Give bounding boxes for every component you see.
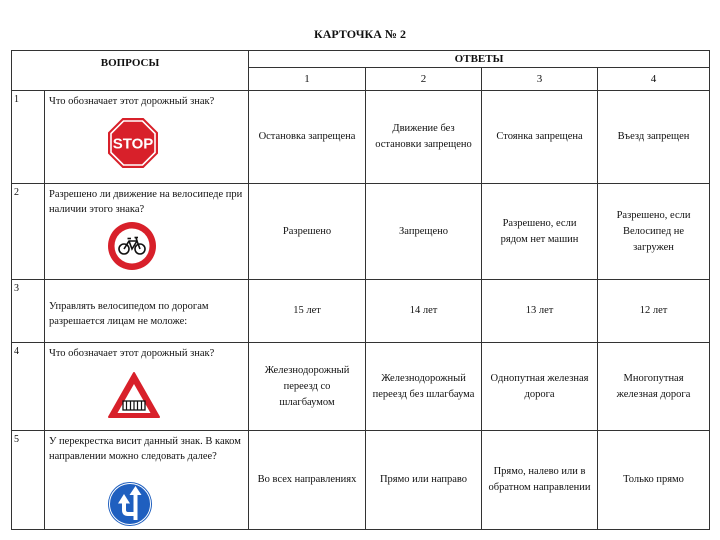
railway-crossing-barrier-sign-icon xyxy=(107,371,161,419)
question-cell xyxy=(45,184,249,280)
answer-option-4: 12 лет xyxy=(598,280,710,343)
straight-or-left-sign-icon xyxy=(107,481,153,527)
answer-option-4: Разрешено, если Велосипед не загружен xyxy=(598,184,710,280)
answer-option-2: Железнодорожный переезд без шлагбаума xyxy=(366,343,482,431)
table-row xyxy=(12,280,710,343)
answer-option-3: Прямо, налево или в обратном направлении xyxy=(482,431,598,530)
answer-option-2: Движение без остановки запрещено xyxy=(366,91,482,184)
stop-sign-icon xyxy=(107,117,159,169)
question-cell xyxy=(45,431,249,530)
answer-option-4: Только прямо xyxy=(598,431,710,530)
row-number: 4 xyxy=(12,343,45,431)
table-row xyxy=(12,91,710,184)
question-text: Разрешено ли движение на велосипеде при наличии этого знака? xyxy=(49,189,243,215)
header-answers: ОТВЕТЫ xyxy=(249,51,710,68)
answer-option-2: Прямо или направо xyxy=(366,431,482,530)
answer-option-4: Многопутная железная дорога xyxy=(598,343,710,431)
question-text: Что обозначает этот дорожный знак? xyxy=(49,348,215,359)
answer-col-2: 2 xyxy=(366,68,482,91)
header-questions: ВОПРОСЫ xyxy=(12,51,249,91)
question-text: Управлять велосипедом по дорогам разрешается лицам не моложе: xyxy=(49,301,209,327)
question-text: У перекрестка висит данный знак. В каком направлении можно следовать далее? xyxy=(49,436,241,462)
table-row xyxy=(12,431,710,530)
question-cell xyxy=(45,91,249,184)
table-row xyxy=(12,343,710,431)
answer-col-3: 3 xyxy=(482,68,598,91)
answer-option-1: 15 лет xyxy=(249,280,366,343)
answer-col-1: 1 xyxy=(249,68,366,91)
answer-option-1: Остановка запрещена xyxy=(249,91,366,184)
answer-option-3: 13 лет xyxy=(482,280,598,343)
header-row xyxy=(12,51,710,68)
stop-sign-text: STOP xyxy=(112,135,154,153)
question-text: Что обозначает этот дорожный знак? xyxy=(49,96,215,107)
question-cell xyxy=(45,343,249,431)
card-title: КАРТОЧКА № 2 xyxy=(314,27,406,41)
row-number: 5 xyxy=(12,431,45,530)
row-number: 1 xyxy=(12,91,45,184)
answer-option-1: Во всех направлениях xyxy=(249,431,366,530)
answer-option-2: Запрещено xyxy=(366,184,482,280)
answer-option-2: 14 лет xyxy=(366,280,482,343)
answer-option-3: Стоянка запрещена xyxy=(482,91,598,184)
answer-option-1: Железнодорожный переезд со шлагбаумом xyxy=(249,343,366,431)
answer-option-3: Однопутная железная дорога xyxy=(482,343,598,431)
row-number: 2 xyxy=(12,184,45,280)
answer-option-4: Въезд запрещен xyxy=(598,91,710,184)
quiz-table xyxy=(11,50,710,530)
question-cell xyxy=(45,280,249,343)
answer-option-1: Разрешено xyxy=(249,184,366,280)
table-row xyxy=(12,184,710,280)
answer-col-4: 4 xyxy=(598,68,710,91)
answer-option-3: Разрешено, если рядом нет машин xyxy=(482,184,598,280)
no-bicycles-sign-icon xyxy=(107,221,157,271)
row-number: 3 xyxy=(12,280,45,343)
